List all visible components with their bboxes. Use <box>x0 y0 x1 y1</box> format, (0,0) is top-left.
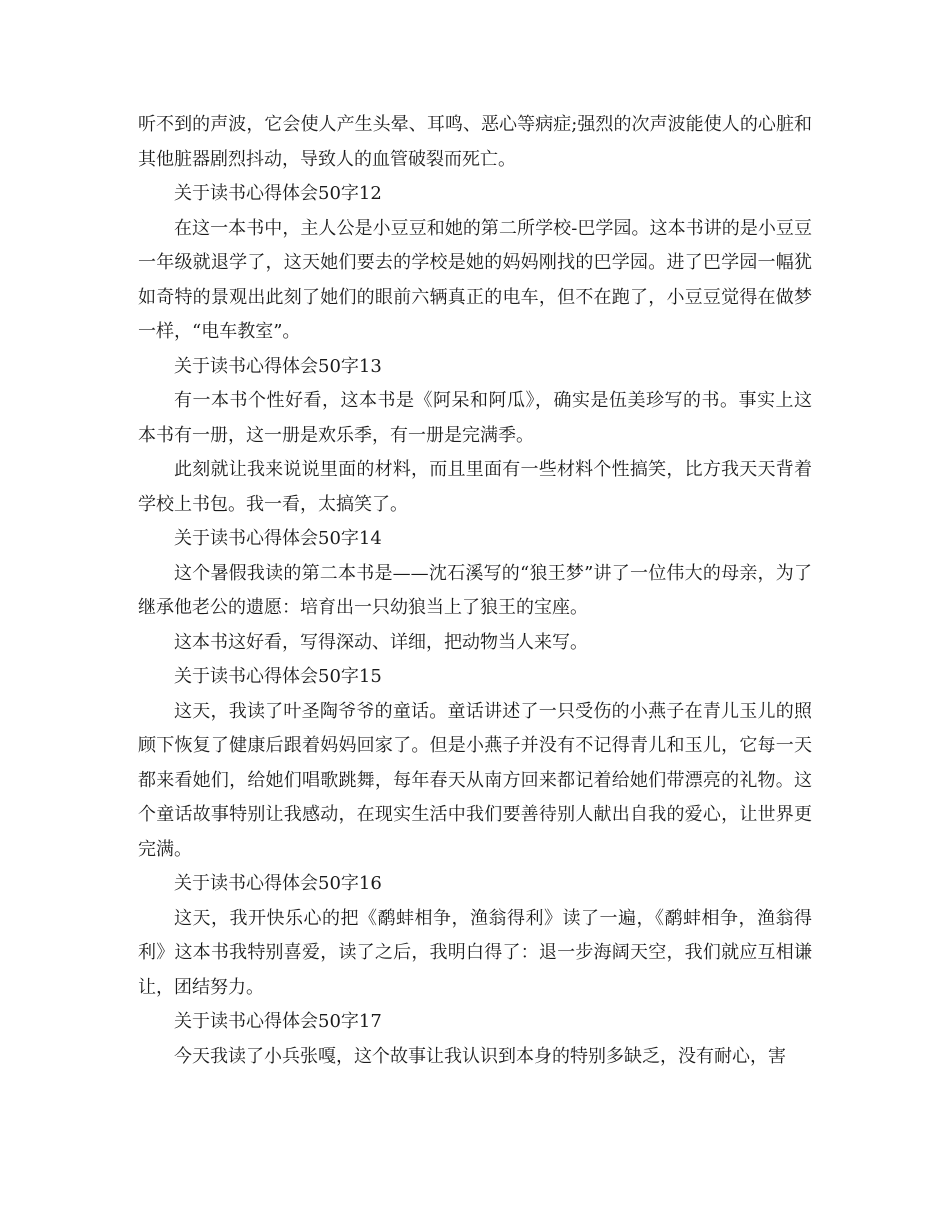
paragraph: 这天，我读了叶圣陶爷爷的童话。童话讲述了一只受伤的小燕子在青儿玉儿的照顾下恢复了健康后跟着妈妈回家了。但是小燕子并没有不记得青儿和玉儿，它每一天都来看她们，给她们唱歌跳舞，每年春天从南方回来都记着给她们带漂亮的礼物。这个童话故事特别让我感动，在现实生活中我们要善待别人献出自我的爱心，让世界更完满。 <box>138 700 812 860</box>
paragraph: 此刻就让我来说说里面的材料，而且里面有一些材料个性搞笑，比方我天天背着学校上书包。我一看，太搞笑了。 <box>138 459 812 515</box>
paragraph: 这个暑假我读的第二本书是——沈石溪写的“狼王梦”讲了一位伟大的母亲，为了继承他老公的遗愿：培育出一只幼狼当上了狼王的宝座。 <box>138 562 812 618</box>
paragraph: 在这一本书中，主人公是小豆豆和她的第二所学校-巴学园。这本书讲的是小豆豆一年级就退学了，这天她们要去的学校是她的妈妈刚找的巴学园。进了巴学园一幅犹如奇特的景观出此刻了她们的眼前六辆真正的电车，但不在跑了，小豆豆觉得在做梦一样，“电车教室”。 <box>138 217 812 342</box>
section-heading-15: 关于读书心得体会50字15 <box>174 666 382 687</box>
paragraph: 这本书这好看，写得深动、详细，把动物当人来写。 <box>174 631 588 653</box>
document-body <box>138 108 812 1074</box>
section-heading-17: 关于读书心得体会50字17 <box>174 1011 382 1032</box>
paragraph-continued: 听不到的声波，它会使人产生头晕、耳鸣、恶心等病症;强烈的次声波能使人的心脏和其他脏器剧烈抖动，导致人的血管破裂而死亡。 <box>138 114 812 170</box>
paragraph: 有一本书个性好看，这本书是《阿呆和阿瓜》，确实是伍美珍写的书。事实上这本书有一册，这一册是欢乐季，有一册是完满季。 <box>138 390 812 446</box>
paragraph: 这天，我开快乐心的把《鹬蚌相争，渔翁得利》读了一遍，《鹬蚌相争，渔翁得利》这本书我特别喜爱，读了之后，我明白得了：退一步海阔天空，我们就应互相谦让，团结努力。 <box>138 907 812 998</box>
section-heading-13: 关于读书心得体会50字13 <box>174 355 382 377</box>
paragraph-truncated: 今天我读了小兵张嘎，这个故事让我认识到本身的特别多缺乏，没有耐心，害 <box>174 1045 786 1067</box>
section-heading-16: 关于读书心得体会50字16 <box>174 873 382 894</box>
section-heading-12: 关于读书心得体会50字12 <box>174 183 382 204</box>
section-heading-14: 关于读书心得体会50字14 <box>174 528 382 549</box>
